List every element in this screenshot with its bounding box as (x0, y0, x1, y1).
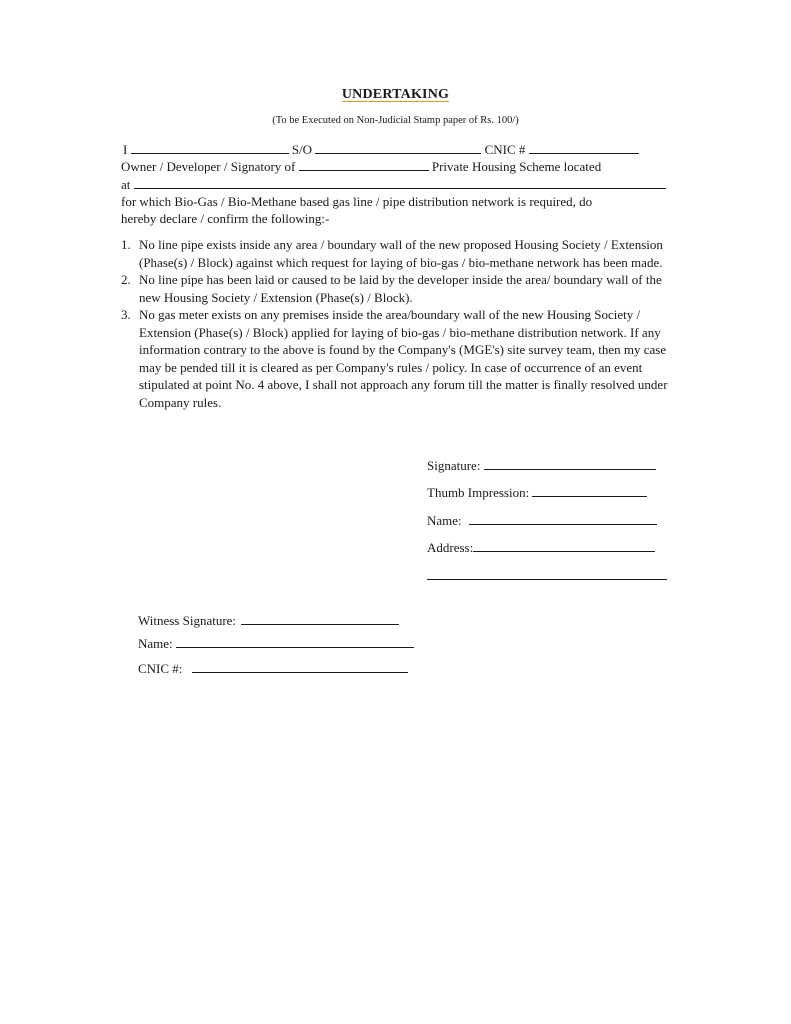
witness-name-blank (176, 635, 414, 648)
intro-line-1 (123, 141, 639, 158)
witness-cnic-blank (192, 660, 408, 673)
item-text: No line pipe exists inside any area / boundary wall of the new proposed Housing Society / Extension (Phase(s) / Block) against which request for laying of bio-gas / bio-methane network has been made. (139, 237, 663, 270)
witness-name-line (138, 635, 414, 652)
item-text: No line pipe has been laid or caused to be laid by the developer inside the area/ boundary wall of the new Housing Society / Extension (Phase(s) / Block). (139, 272, 662, 305)
thumb-label: Thumb Impression: (427, 485, 530, 500)
item-number: 3. (121, 307, 131, 322)
address-blank-2 (427, 567, 667, 580)
name-blank (131, 141, 289, 154)
list-item (121, 271, 671, 306)
name-blank (469, 512, 657, 525)
owner-prefix: Owner / Developer / Signatory of (121, 159, 296, 174)
cnic-blank (529, 141, 639, 154)
location-blank (134, 176, 666, 189)
declare-line-1: for which Bio-Gas / Bio-Methane based gas line / pipe distribution network is required, do (121, 194, 593, 209)
document-title (0, 87, 791, 103)
name-label: Name: (427, 513, 462, 528)
address-line (427, 539, 655, 556)
signature-blank (484, 457, 656, 470)
scheme-name-blank (299, 158, 429, 171)
witness-cnic-label: CNIC #: (138, 661, 183, 676)
thumb-blank (532, 484, 647, 497)
so-label: S/O (291, 142, 313, 157)
at-label: at (121, 177, 131, 192)
declaration-list (121, 236, 671, 411)
father-name-blank (315, 141, 481, 154)
witness-signature-label: Witness Signature: (138, 613, 237, 628)
witness-cnic-line (138, 660, 408, 677)
declare-line-2: hereby declare / confirm the following:- (121, 211, 330, 226)
address-blank (473, 539, 655, 552)
signature-line (427, 457, 656, 474)
cnic-label: CNIC # (484, 142, 526, 157)
i-label: I (123, 142, 128, 157)
document-subtitle: (To be Executed on Non-Judicial Stamp paper of Rs. 100/) (272, 115, 519, 126)
item-text: No gas meter exists on any premises inside the area/boundary wall of the new Housing Society / Extension (Phase(s) / Block) applied for laying of bio-gas / bio-methane distribution network. If any information contrary to the above is found by the Company's (MGE's) site survey team, then my case may be pended till it is cleared as per Company's rules / policy. In case of occurrence of an event stipulated at point No. 4 above, I shall not approach any forum till the matter is finally resolved under Company rules. (139, 307, 668, 410)
name-line (427, 512, 657, 529)
thumb-impression-line (427, 484, 647, 501)
address-label: Address: (427, 540, 474, 555)
list-item (121, 236, 671, 271)
intro-line-3 (121, 176, 666, 193)
witness-name-label: Name: (138, 636, 173, 651)
item-number: 1. (121, 237, 131, 252)
witness-signature-blank (241, 612, 399, 625)
list-item (121, 306, 671, 411)
signature-label: Signature: (427, 458, 481, 473)
intro-line-2 (121, 158, 601, 175)
address-line-2 (427, 567, 667, 584)
item-number: 2. (121, 272, 131, 287)
witness-signature-line (138, 612, 399, 629)
owner-suffix: Private Housing Scheme located (431, 159, 602, 174)
title-text: UNDERTAKING (341, 87, 450, 102)
